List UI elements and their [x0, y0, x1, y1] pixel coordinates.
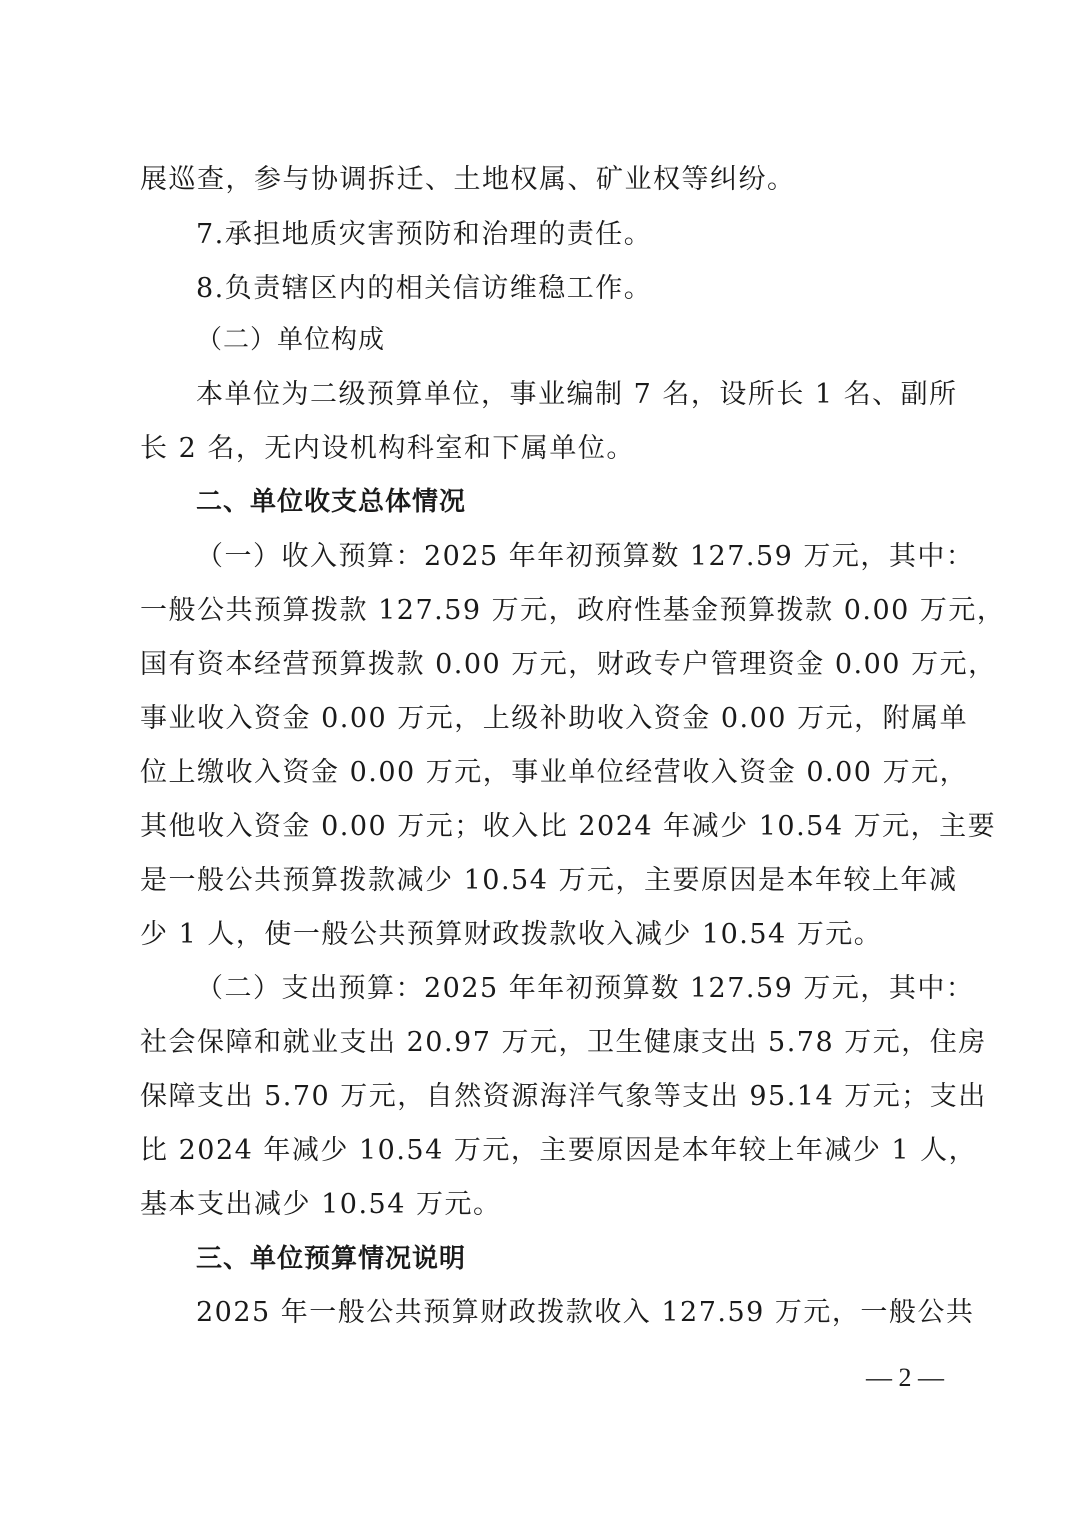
- paragraph-line: 基本支出减少 10.54 万元。: [140, 1189, 502, 1220]
- paragraph-line: 保障支出 5.70 万元，自然资源海洋气象等支出 95.14 万元；支出: [140, 1081, 987, 1112]
- section-heading-budget-explanation: 三、单位预算情况说明: [196, 1244, 467, 1274]
- paragraph-line: 一般公共预算拨款 127.59 万元，政府性基金预算拨款 0.00 万元，: [140, 595, 1006, 626]
- paragraph-line: 其他收入资金 0.00 万元；收入比 2024 年减少 10.54 万元，主要: [140, 811, 997, 842]
- paragraph-line: 位上缴收入资金 0.00 万元，事业单位经营收入资金 0.00 万元，: [140, 757, 969, 788]
- section-heading-revenue-expenditure: 二、单位收支总体情况: [196, 487, 467, 517]
- paragraph-line: 少 1 人，使一般公共预算财政拨款收入减少 10.54 万元。: [140, 919, 883, 950]
- list-item-7: 7.承担地质灾害预防和治理的责任。: [196, 219, 653, 250]
- paragraph-line: （二）支出预算：2025 年年初预算数 127.59 万元，其中：: [196, 973, 975, 1004]
- page-number: — 2 —: [866, 1363, 944, 1392]
- paragraph-line: 是一般公共预算拨款减少 10.54 万元，主要原因是本年较上年减: [140, 865, 958, 896]
- paragraph-line: 长 2 名，无内设机构科室和下属单位。: [140, 433, 635, 464]
- section-subheading-unit-composition: （二）单位构成: [196, 325, 386, 355]
- paragraph-line: 比 2024 年减少 10.54 万元，主要原因是本年较上年减少 1 人，: [140, 1135, 978, 1166]
- paragraph-line: 国有资本经营预算拨款 0.00 万元，财政专户管理资金 0.00 万元，: [140, 649, 997, 680]
- paragraph-line: 本单位为二级预算单位，事业编制 7 名，设所长 1 名、副所: [196, 379, 958, 410]
- paragraph-line: 社会保障和就业支出 20.97 万元，卫生健康支出 5.78 万元，住房: [140, 1027, 987, 1058]
- paragraph-line: 展巡查，参与协调拆迁、土地权属、矿业权等纠纷。: [140, 164, 796, 195]
- list-item-8: 8.负责辖区内的相关信访维稳工作。: [196, 273, 653, 304]
- paragraph-line: 事业收入资金 0.00 万元，上级补助收入资金 0.00 万元，附属单: [140, 703, 969, 734]
- paragraph-line: 2025 年一般公共预算财政拨款收入 127.59 万元，一般公共: [196, 1297, 975, 1328]
- paragraph-line: （一）收入预算：2025 年年初预算数 127.59 万元，其中：: [196, 541, 975, 572]
